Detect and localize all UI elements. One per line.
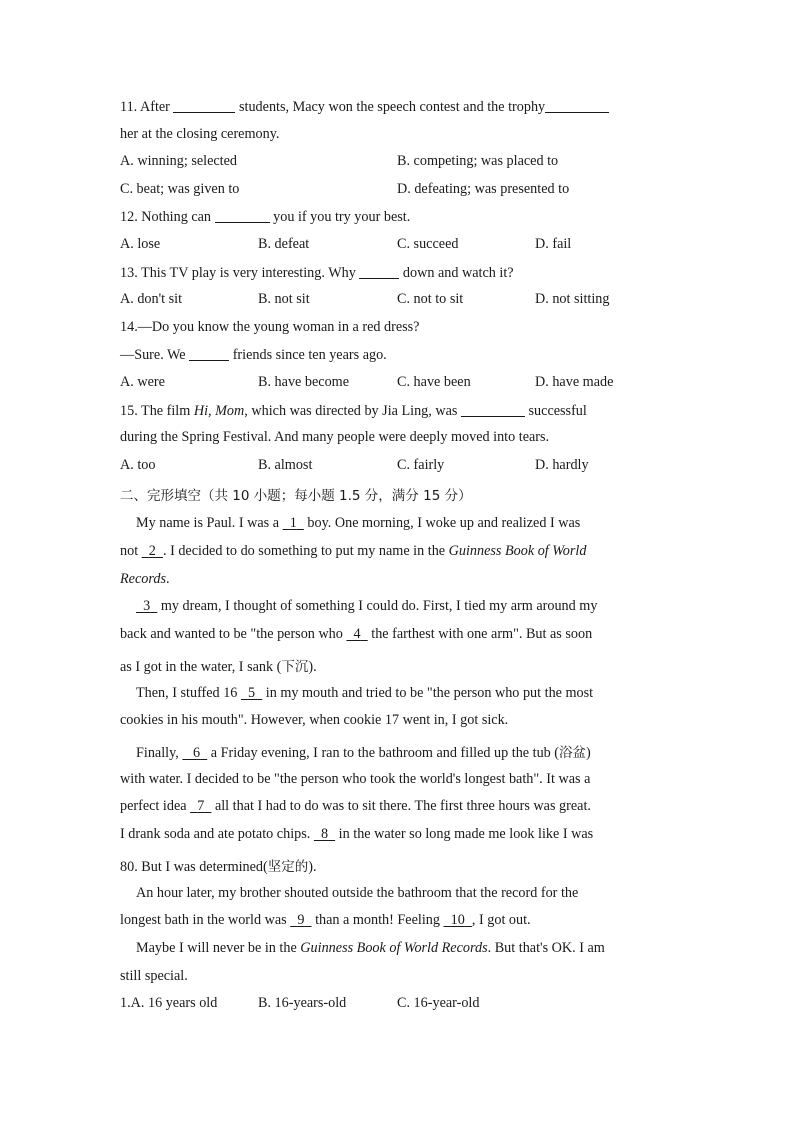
cloze-blank-4	[346, 626, 367, 643]
passage-text: My name is Paul. I was a	[136, 515, 283, 531]
cloze-q1-option-a: 1.A. 16 years old	[120, 995, 218, 1011]
q14-option-d: D. have made	[535, 374, 614, 390]
blank-number: 5	[248, 685, 256, 701]
passage-text: my dream, I thought of something I could do. First, I tied my arm around my	[157, 598, 598, 614]
q11-stem-a: 11. After	[120, 99, 170, 115]
q14-stem-b: —Sure. We	[120, 347, 186, 363]
blank-number: 9	[297, 912, 305, 928]
q15-film-title: Hi, Mom	[193, 403, 245, 419]
passage-text: the farthest with one arm". But as soon	[367, 626, 593, 642]
q11-option-d: D. defeating; was presented to	[397, 181, 570, 197]
q14-stem-line1: 14.—Do you know the young woman in a red dress?	[120, 319, 420, 335]
passage-line-10: with water. I decided to be "the person who took the world's longest bath". It was a	[120, 771, 591, 787]
q15-stem-a: 15. The film	[120, 403, 191, 419]
passage-text: I drank soda and ate potato chips.	[120, 826, 314, 842]
cloze-blank-8	[314, 826, 335, 843]
q12-blank	[215, 208, 270, 223]
passage-line-9	[136, 741, 591, 762]
q13-blank	[359, 264, 399, 279]
passage-text: 80. But I was determined(	[120, 859, 268, 875]
q15-option-b: B. almost	[258, 457, 313, 473]
passage-text: )	[586, 745, 591, 761]
q14-option-a: A. were	[120, 374, 165, 390]
passage-text: ).	[308, 659, 317, 675]
q11-option-c: C. beat; was given to	[120, 181, 240, 197]
passage-line-3	[120, 571, 170, 588]
passage-text: , I got out.	[471, 912, 531, 928]
passage-line-5	[120, 626, 592, 643]
cloze-blank-7	[190, 798, 211, 815]
q15-blank	[461, 402, 525, 417]
cloze-blank-6	[182, 745, 207, 762]
passage-line-13	[120, 855, 317, 876]
q13-stem	[120, 264, 514, 282]
q13-option-d: D. not sitting	[535, 291, 610, 307]
section2-heading: 二、完形填空（共 10 小题；每小题 1.5 分，满分 15 分）	[120, 488, 472, 504]
passage-text: .	[165, 571, 170, 587]
passage-text: . I decided to do something to put my name in the	[162, 543, 449, 559]
passage-text: perfect idea	[120, 798, 191, 814]
blank-number: 10	[450, 912, 465, 928]
q11-option-b: B. competing; was placed to	[397, 153, 559, 169]
q14-stem-line2	[120, 346, 387, 364]
q11-option-a: A. winning; selected	[120, 153, 238, 169]
q15-stem-b: , which was directed by Jia Ling, was	[244, 403, 458, 419]
passage-line-6	[120, 655, 317, 676]
q12-option-b: B. defeat	[258, 236, 310, 252]
book-title: Guinness Book of World Records	[300, 940, 488, 956]
passage-line-8: cookies in his mouth". However, when cookie 17 went in, I got sick.	[120, 712, 509, 728]
q15-option-d: D. hardly	[535, 457, 589, 473]
chinese-gloss: 浴盆	[559, 745, 587, 761]
passage-text: as I got in the water, I sank (	[120, 659, 282, 675]
q14-blank	[189, 346, 229, 361]
book-title: Guinness Book of World	[448, 543, 587, 559]
cloze-q1-option-c: C. 16-year-old	[397, 995, 480, 1011]
passage-text: all that I had to do was to sit there. The first three hours was great.	[211, 798, 591, 814]
passage-line-15	[120, 912, 531, 929]
passage-text: not	[120, 543, 142, 559]
passage-text: Finally,	[136, 745, 183, 761]
cloze-blank-1	[283, 515, 304, 532]
passage-text: Then, I stuffed 16	[136, 685, 241, 701]
passage-text: a Friday evening, I ran to the bathroom and filled up the tub (	[207, 745, 560, 761]
q15-option-c: C. fairly	[397, 457, 445, 473]
q13-option-c: C. not to sit	[397, 291, 464, 307]
passage-text: than a month! Feeling	[311, 912, 444, 928]
passage-text: longest bath in the world was	[120, 912, 291, 928]
blank-number: 3	[143, 598, 151, 614]
passage-text: . But that's OK. I am	[487, 940, 605, 956]
passage-text: in my mouth and tried to be "the person who put the most	[262, 685, 594, 701]
cloze-q1-option-b: B. 16-years-old	[258, 995, 347, 1011]
q14-option-c: C. have been	[397, 374, 471, 390]
q11-stem-line1	[120, 98, 609, 116]
passage-text: in the water so long made me look like I was	[335, 826, 594, 842]
q11-blank-1	[173, 98, 235, 113]
cloze-blank-10	[444, 912, 472, 929]
q13-stem-a: 13. This TV play is very interesting. Why	[120, 265, 356, 281]
q13-stem-b: down and watch it?	[402, 265, 514, 281]
passage-line-1	[136, 515, 580, 532]
q12-option-d: D. fail	[535, 236, 572, 252]
blank-number: 8	[320, 826, 329, 842]
q15-option-a: A. too	[120, 457, 156, 473]
blank-number: 1	[289, 515, 297, 531]
passage-line-16	[136, 940, 605, 957]
cloze-blank-5	[241, 685, 262, 702]
passage-text: boy. One morning, I woke up and realized I was	[303, 515, 581, 531]
passage-line-7	[136, 685, 593, 702]
passage-text: ).	[308, 859, 317, 875]
passage-line-17: still special.	[120, 968, 188, 984]
passage-line-11	[120, 798, 591, 815]
q12-stem-a: 12. Nothing can	[120, 209, 212, 225]
q11-blank-2	[545, 98, 609, 113]
passage-line-2	[120, 543, 586, 560]
passage-text: back and wanted to be "the person who	[120, 626, 347, 642]
chinese-gloss: 坚定的	[267, 859, 309, 875]
q12-option-a: A. lose	[120, 236, 161, 252]
q14-option-b: B. have become	[258, 374, 349, 390]
blank-number: 7	[197, 798, 205, 814]
cloze-blank-9	[290, 912, 311, 929]
q12-stem	[120, 208, 410, 226]
passage-text: Maybe I will never be in the	[136, 940, 301, 956]
q13-option-b: B. not sit	[258, 291, 310, 307]
passage-line-4	[136, 598, 597, 615]
q15-stem-c: successful	[528, 403, 587, 419]
cloze-blank-2	[142, 543, 163, 560]
blank-number: 2	[148, 543, 156, 559]
book-title-cont: Records	[120, 571, 166, 587]
q15-stem-line2: during the Spring Festival. And many people were deeply moved into tears.	[120, 429, 550, 445]
q13-option-a: A. don't sit	[120, 291, 183, 307]
chinese-gloss: 下沉	[281, 659, 309, 675]
q11-stem-line2: her at the closing ceremony.	[120, 126, 280, 142]
passage-line-12	[120, 826, 593, 843]
passage-line-14: An hour later, my brother shouted outside the bathroom that the record for the	[136, 885, 579, 901]
q12-option-c: C. succeed	[397, 236, 459, 252]
cloze-blank-3	[136, 598, 157, 615]
q15-stem-line1	[120, 402, 587, 420]
blank-number: 6	[193, 745, 201, 761]
q14-stem-c: friends since ten years ago.	[232, 347, 387, 363]
q12-stem-b: you if you try your best.	[273, 209, 411, 225]
q11-stem-b: students, Macy won the speech contest and the trophy	[239, 99, 546, 115]
blank-number: 4	[353, 626, 361, 642]
